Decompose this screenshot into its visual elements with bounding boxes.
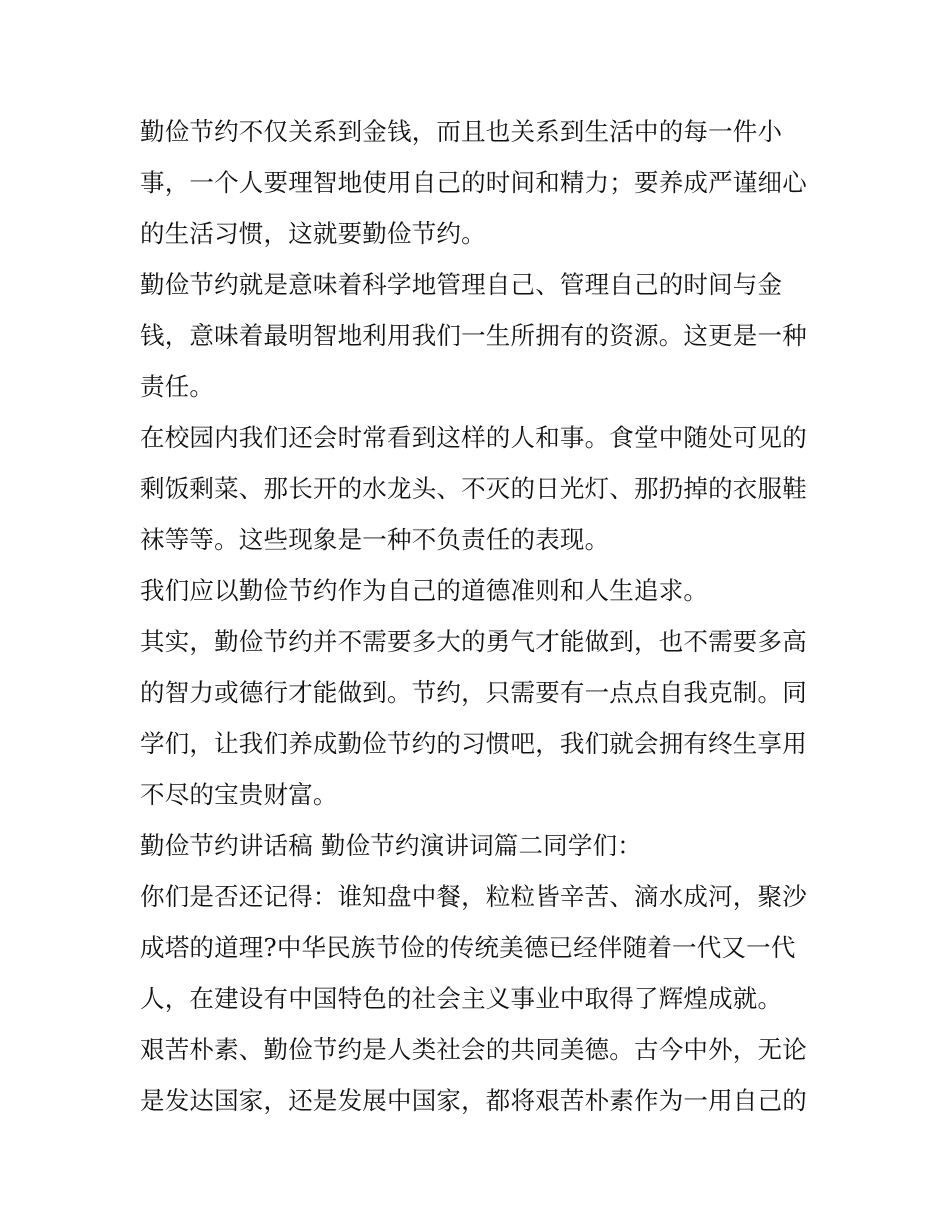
- text-line: 钱，意味着最明智地利用我们一生所拥有的资源。这更是一种: [140, 321, 807, 350]
- text-line: 的生活习惯，这就要勤俭节约。: [140, 219, 486, 248]
- text-line: 艰苦朴素、勤俭节约是人类社会的共同美德。古今中外，无论: [140, 1035, 807, 1064]
- text-line: 不尽的宝贵财富。: [140, 780, 338, 809]
- text-line: 的智力或德行才能做到。节约，只需要有一点点自我克制。同: [140, 678, 807, 707]
- text-line: 人，在建设有中国特色的社会主义事业中取得了辉煌成就。: [140, 984, 783, 1013]
- text-line: 成塔的道理?中华民族节俭的传统美德已经伴随着一代又一代: [140, 933, 796, 962]
- document-body: [140, 106, 810, 1126]
- text-line: 事，一个人要理智地使用自己的时间和精力；要养成严谨细心: [140, 168, 807, 197]
- text-line: 勤俭节约就是意味着科学地管理自己、管理自己的时间与金: [140, 270, 783, 299]
- text-line: 剩饭剩菜、那长开的水龙头、不灭的日光灯、那扔掉的衣服鞋: [140, 474, 807, 503]
- text-line: 是发达国家，还是发展中国家，都将艰苦朴素作为一用自己的: [140, 1086, 807, 1115]
- text-line: 勤俭节约不仅关系到金钱，而且也关系到生活中的每一件小: [140, 117, 783, 146]
- text-line: 我们应以勤俭节约作为自己的道德准则和人生追求。: [140, 576, 709, 605]
- text-line: 袜等等。这些现象是一种不负责任的表现。: [140, 525, 610, 554]
- text-line: 在校园内我们还会时常看到这样的人和事。食堂中随处可见的: [140, 423, 807, 452]
- text-line: 其实，勤俭节约并不需要多大的勇气才能做到，也不需要多高: [140, 627, 807, 656]
- text-line: 责任。: [140, 372, 215, 401]
- text-line: 学们，让我们养成勤俭节约的习惯吧，我们就会拥有终生享用: [140, 729, 807, 758]
- text-line: 你们是否还记得：谁知盘中餐，粒粒皆辛苦、滴水成河，聚沙: [140, 882, 807, 911]
- text-line: 勤俭节约讲话稿 勤俭节约演讲词篇二同学们：: [140, 831, 642, 860]
